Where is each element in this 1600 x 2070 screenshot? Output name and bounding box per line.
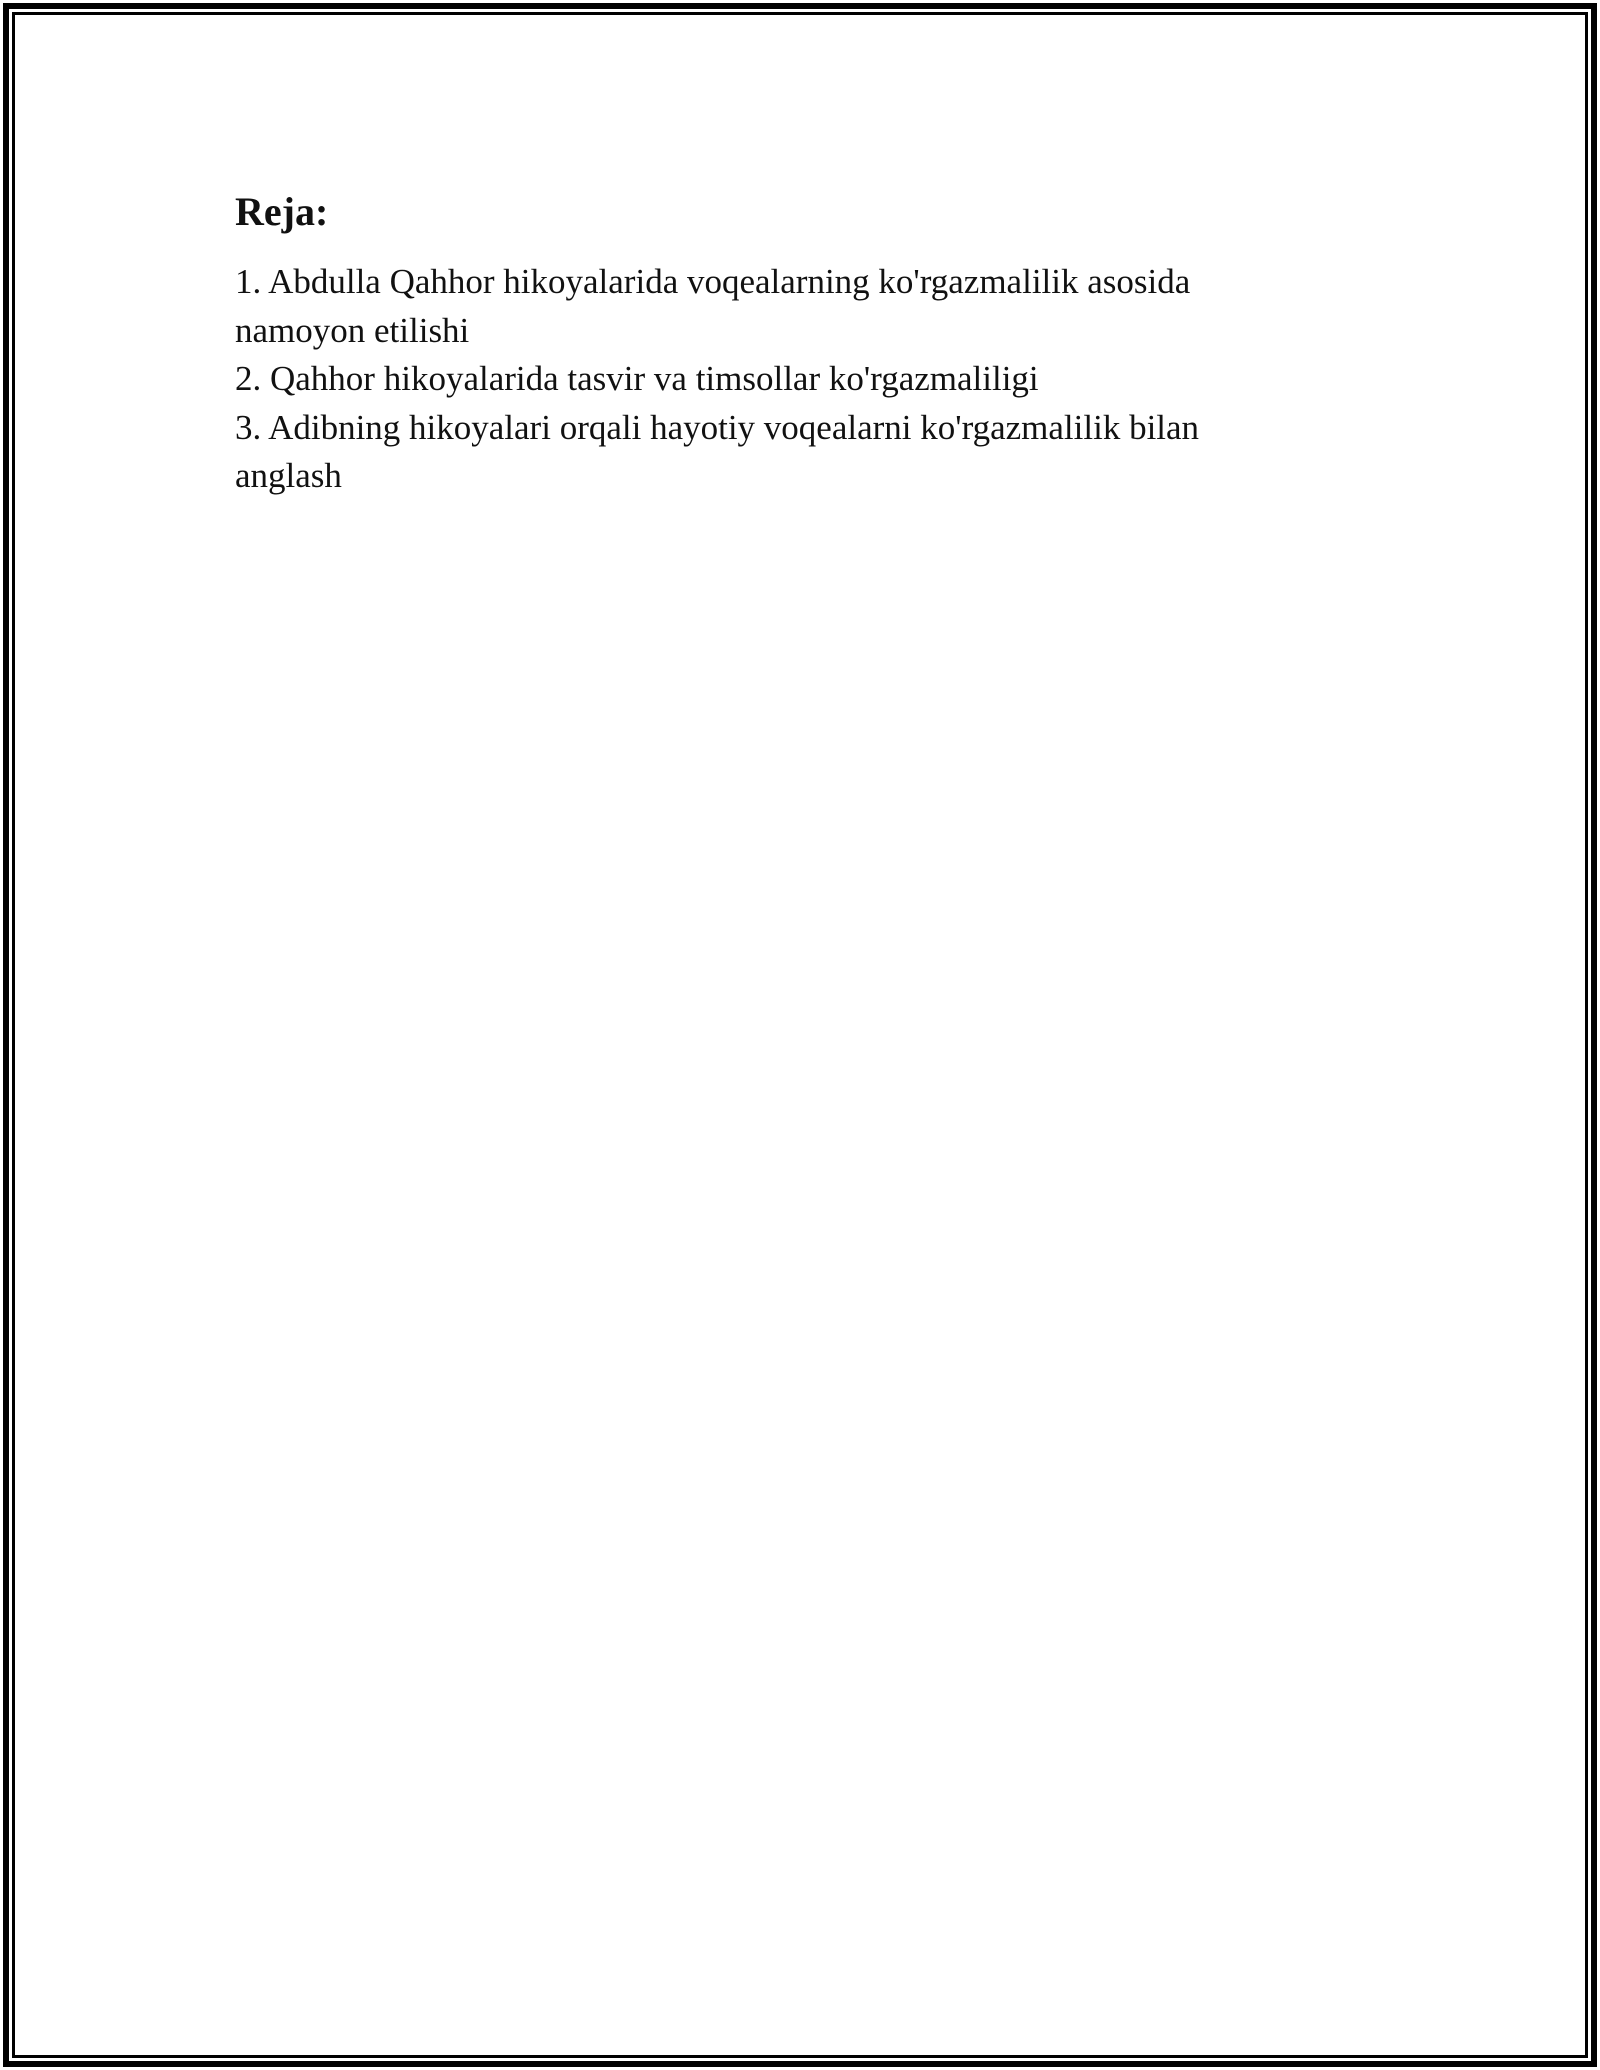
plan-item-3: 3. Adibning hikoyalari orqali hayotiy voqealarni ko'rgazmalilik bilan anglash [235, 407, 1200, 495]
document-body [235, 182, 1295, 501]
plan-list [235, 258, 1295, 501]
plan-heading: Reja: [235, 189, 329, 234]
plan-item-2: 2. Qahhor hikoyalarida tasvir va timsollar ko'rgazmaliligi [235, 359, 1039, 398]
plan-item-1: 1. Abdulla Qahhor hikoyalarida voqealarning ko'rgazmalilik asosida namoyon etilishi [235, 262, 1191, 350]
